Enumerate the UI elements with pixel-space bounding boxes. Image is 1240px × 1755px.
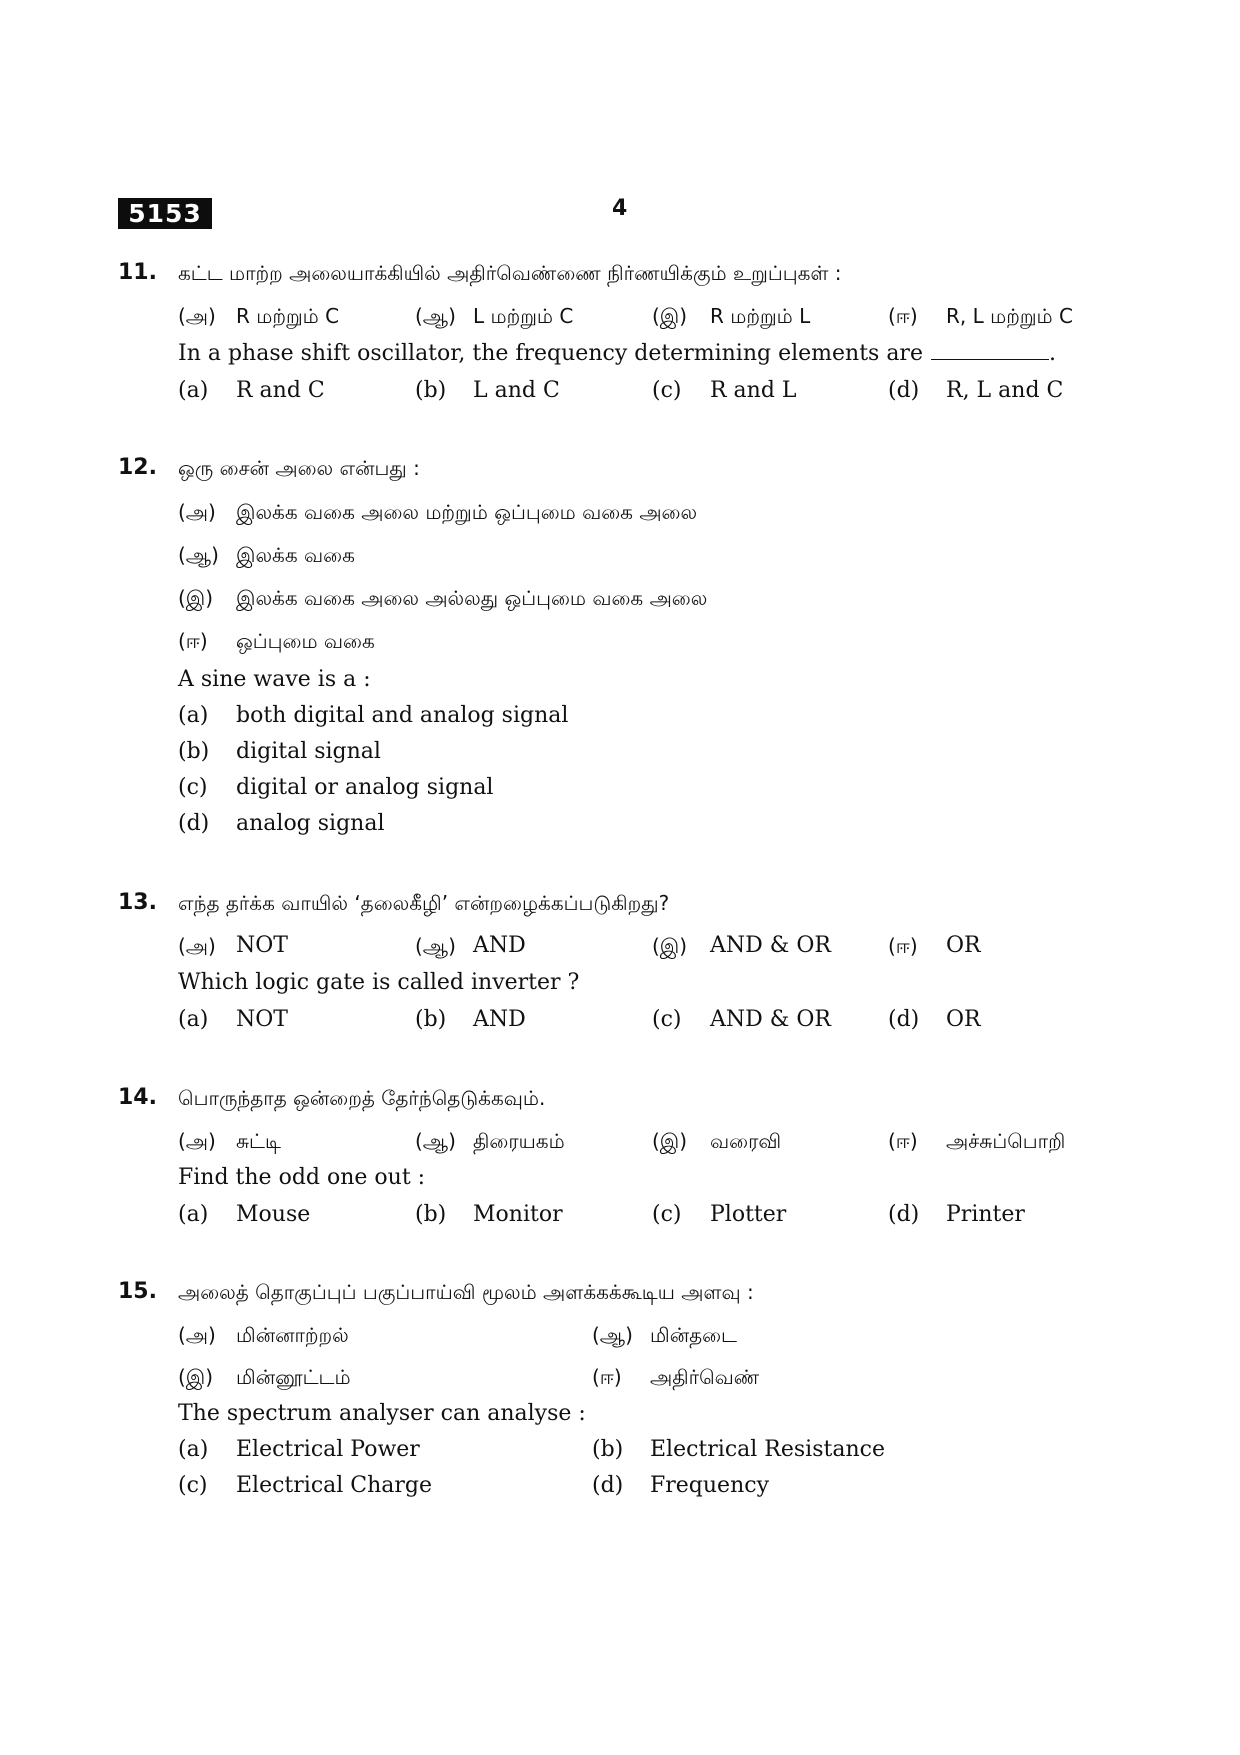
english-question-text: The spectrum analyser can analyse : (178, 1401, 586, 1426)
option-text: OR (946, 933, 981, 958)
option-text: திரையகம் (473, 1129, 565, 1153)
option-text: digital signal (236, 739, 381, 764)
option-text: Frequency (650, 1473, 769, 1498)
tamil-question-text: அலைத் தொகுப்புப் பகுப்பாய்வி மூலம் அளக்கக்கூடிய அளவு : (178, 1280, 754, 1304)
option-label: (b) (592, 1437, 624, 1462)
option-text: வரைவி (710, 1129, 782, 1153)
question-number: 13. (118, 890, 157, 915)
option-label: (ஆ) (415, 934, 456, 958)
option-label: (ஈ) (178, 629, 208, 653)
option-label: (d) (178, 811, 210, 836)
option-text: AND (473, 933, 526, 958)
question-number: 11. (118, 260, 157, 285)
option-label: (b) (415, 378, 447, 403)
option-label: (a) (178, 378, 209, 403)
option-label: (c) (652, 1202, 682, 1227)
option-text: இலக்க வகை அலை மற்றும் ஒப்புமை வகை அலை (236, 500, 698, 524)
option-text: NOT (236, 933, 288, 958)
option-text: AND & OR (710, 1007, 831, 1032)
option-text: both digital and analog signal (236, 703, 569, 728)
option-label: (d) (592, 1473, 624, 1498)
option-text: R and C (236, 378, 325, 403)
option-label: (இ) (652, 934, 688, 958)
option-text: AND & OR (710, 933, 831, 958)
tamil-question-text: கட்ட மாற்ற அலையாக்கியில் அதிர்வெண்ணை நிர்ணயிக்கும் உறுப்புகள் : (178, 261, 842, 285)
option-label: (ஆ) (592, 1323, 633, 1347)
option-text: analog signal (236, 811, 385, 836)
page-number: 4 (612, 196, 628, 221)
option-text: R, L and C (946, 378, 1064, 403)
option-label: (a) (178, 1202, 209, 1227)
option-text: R, L மற்றும் C (946, 304, 1073, 328)
english-question: In a phase shift oscillator, the frequency determining elements are (178, 341, 923, 366)
question-number: 12. (118, 455, 157, 480)
option-text: இலக்க வகை (236, 543, 355, 567)
option-label: (c) (652, 378, 682, 403)
option-text: R and L (710, 378, 797, 403)
option-label: (d) (888, 1202, 920, 1227)
option-text: சுட்டி (236, 1129, 281, 1153)
option-label: (b) (415, 1007, 447, 1032)
option-label: (b) (415, 1202, 447, 1227)
option-text: Electrical Charge (236, 1473, 433, 1498)
option-text: இலக்க வகை அலை அல்லது ஒப்புமை வகை அலை (236, 586, 708, 610)
english-question-text (178, 336, 1056, 372)
option-label: (அ) (178, 304, 216, 328)
option-label: (ஆ) (415, 1129, 456, 1153)
tamil-question-text: பொருந்தாத ஒன்றைத் தேர்ந்தெடுக்கவும். (178, 1086, 546, 1110)
option-text: மின்னூட்டம் (236, 1365, 351, 1389)
option-text: AND (473, 1007, 526, 1032)
option-text: மின்தடை (650, 1323, 737, 1347)
option-label: (இ) (178, 586, 214, 610)
option-text: R மற்றும் L (710, 304, 811, 328)
tamil-question-text: ஒரு சைன் அலை என்பது : (178, 456, 420, 480)
option-text: Printer (946, 1202, 1025, 1227)
option-text: அதிர்வெண் (650, 1365, 760, 1389)
question-number: 14. (118, 1085, 157, 1110)
option-label: (a) (178, 703, 209, 728)
option-text: digital or analog signal (236, 775, 494, 800)
option-label: (இ) (652, 304, 688, 328)
option-label: (ஆ) (415, 304, 456, 328)
option-text: ஒப்புமை வகை (236, 629, 375, 653)
english-question-text: Which logic gate is called inverter ? (178, 970, 580, 995)
option-text: Mouse (236, 1202, 311, 1227)
option-label: (c) (178, 775, 208, 800)
option-label: (இ) (652, 1129, 688, 1153)
option-text: மின்னாற்றல் (236, 1323, 349, 1347)
option-label: (ஆ) (178, 543, 219, 567)
option-label: (இ) (178, 1365, 214, 1389)
option-text: L மற்றும் C (473, 304, 574, 328)
option-label: (d) (888, 1007, 920, 1032)
option-label: (அ) (178, 500, 216, 524)
question-end-punctuation: . (1048, 341, 1056, 366)
option-label: (d) (888, 378, 920, 403)
option-label: (ஈ) (888, 934, 918, 958)
option-label: (அ) (178, 1129, 216, 1153)
option-text: R மற்றும் C (236, 304, 340, 328)
option-label: (ஈ) (888, 1129, 918, 1153)
option-label: (c) (652, 1007, 682, 1032)
option-label: (அ) (178, 934, 216, 958)
english-question-text: Find the odd one out : (178, 1165, 426, 1190)
option-label: (அ) (178, 1323, 216, 1347)
question-number: 15. (118, 1279, 157, 1304)
option-text: Plotter (710, 1202, 787, 1227)
option-text: Electrical Resistance (650, 1437, 885, 1462)
option-text: L and C (473, 378, 560, 403)
option-text: அச்சுப்பொறி (946, 1129, 1066, 1153)
option-label: (a) (178, 1007, 209, 1032)
option-text: OR (946, 1007, 981, 1032)
option-text: NOT (236, 1007, 288, 1032)
option-text: Monitor (473, 1202, 563, 1227)
paper-code-badge: 5153 (118, 198, 212, 229)
answer-blank (931, 339, 1049, 360)
option-text: Electrical Power (236, 1437, 420, 1462)
english-question-text: A sine wave is a : (178, 667, 371, 692)
tamil-question-text: எந்த தர்க்க வாயில் ‘தலைகீழி’ என்றழைக்கப்படுகிறது? (178, 891, 670, 915)
option-label: (ஈ) (592, 1365, 622, 1389)
option-label: (ஈ) (888, 304, 918, 328)
option-label: (a) (178, 1437, 209, 1462)
option-label: (c) (178, 1473, 208, 1498)
option-label: (b) (178, 739, 210, 764)
